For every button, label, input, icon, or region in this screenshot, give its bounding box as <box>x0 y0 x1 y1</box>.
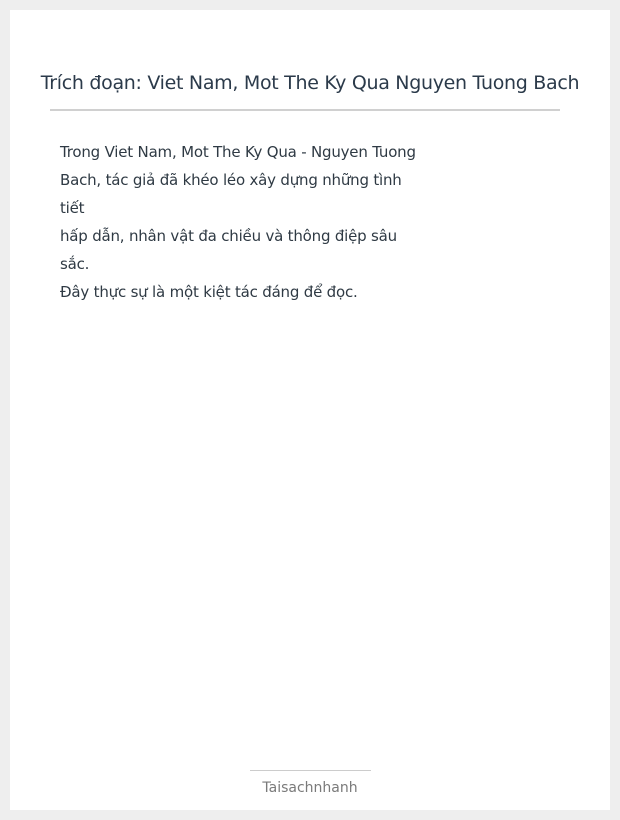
footer-divider <box>250 770 371 771</box>
body-line: tiết <box>60 199 85 217</box>
body-line: sắc. <box>60 255 90 273</box>
body-line: Bach, tác giả đã khéo léo xây dựng những tình <box>60 171 402 189</box>
body-line: Trong Viet Nam, Mot The Ky Qua - Nguyen Tuong <box>60 143 416 161</box>
footer-site-name: Taisachnhanh <box>262 780 358 796</box>
excerpt-body <box>60 138 440 306</box>
body-line: hấp dẫn, nhân vật đa chiều và thông điệp sâu <box>60 227 397 245</box>
document-page <box>10 10 610 810</box>
body-line: Đây thực sự là một kiệt tác đáng để đọc. <box>60 283 358 301</box>
excerpt-title: Trích đoạn: Viet Nam, Mot The Ky Qua Nguyen Tuong Bach <box>40 72 580 94</box>
title-divider <box>50 109 560 111</box>
